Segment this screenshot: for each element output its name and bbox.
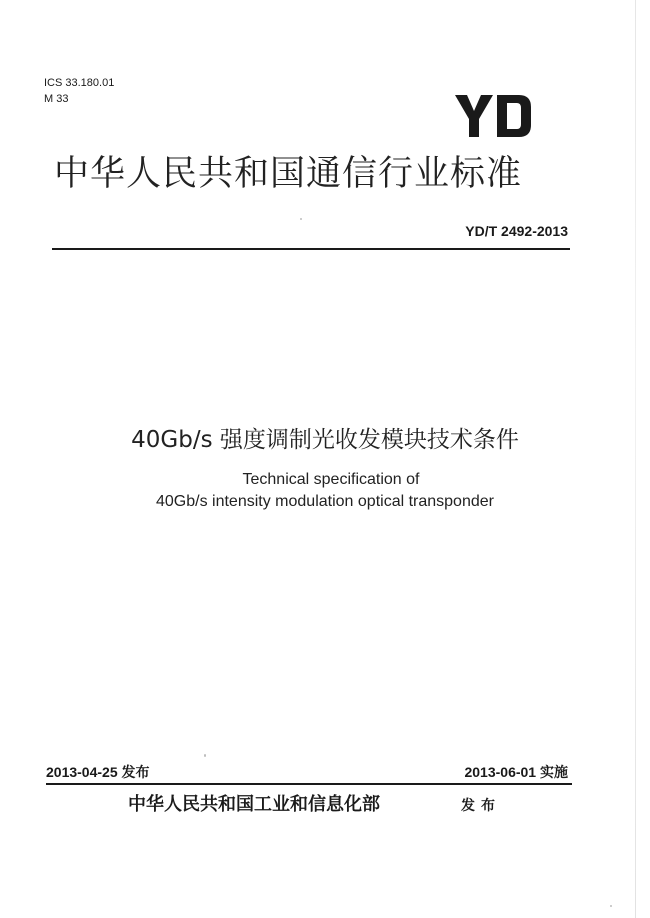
ics-code: ICS 33.180.01: [44, 77, 115, 89]
ccs-code: M 33: [44, 93, 69, 105]
publisher-action: 发布: [461, 798, 501, 814]
yd-logo: [455, 92, 533, 140]
scan-speck: [204, 754, 206, 757]
implementation-date: 2013-06-01 实施: [464, 764, 568, 780]
page-edge-shadow: [635, 0, 636, 918]
issue-date: 2013-04-25 发布: [46, 764, 150, 780]
document-title-chinese: 40Gb/s 强度调制光收发模块技术条件: [131, 427, 519, 453]
standard-code: YD/T 2492-2013: [465, 223, 568, 239]
issuing-category-title: 中华人民共和国通信行业标准: [54, 154, 523, 194]
document-title-english-line2: 40Gb/s intensity modulation optical transponder: [156, 493, 494, 510]
top-divider: [52, 248, 570, 250]
bottom-divider: [46, 783, 572, 785]
scan-speck: [610, 905, 612, 907]
scan-speck: [300, 218, 302, 220]
yd-logo-mark: [455, 93, 533, 139]
document-title-english-line1: Technical specification of: [242, 471, 420, 488]
publisher-name: 中华人民共和国工业和信息化部: [128, 794, 380, 815]
